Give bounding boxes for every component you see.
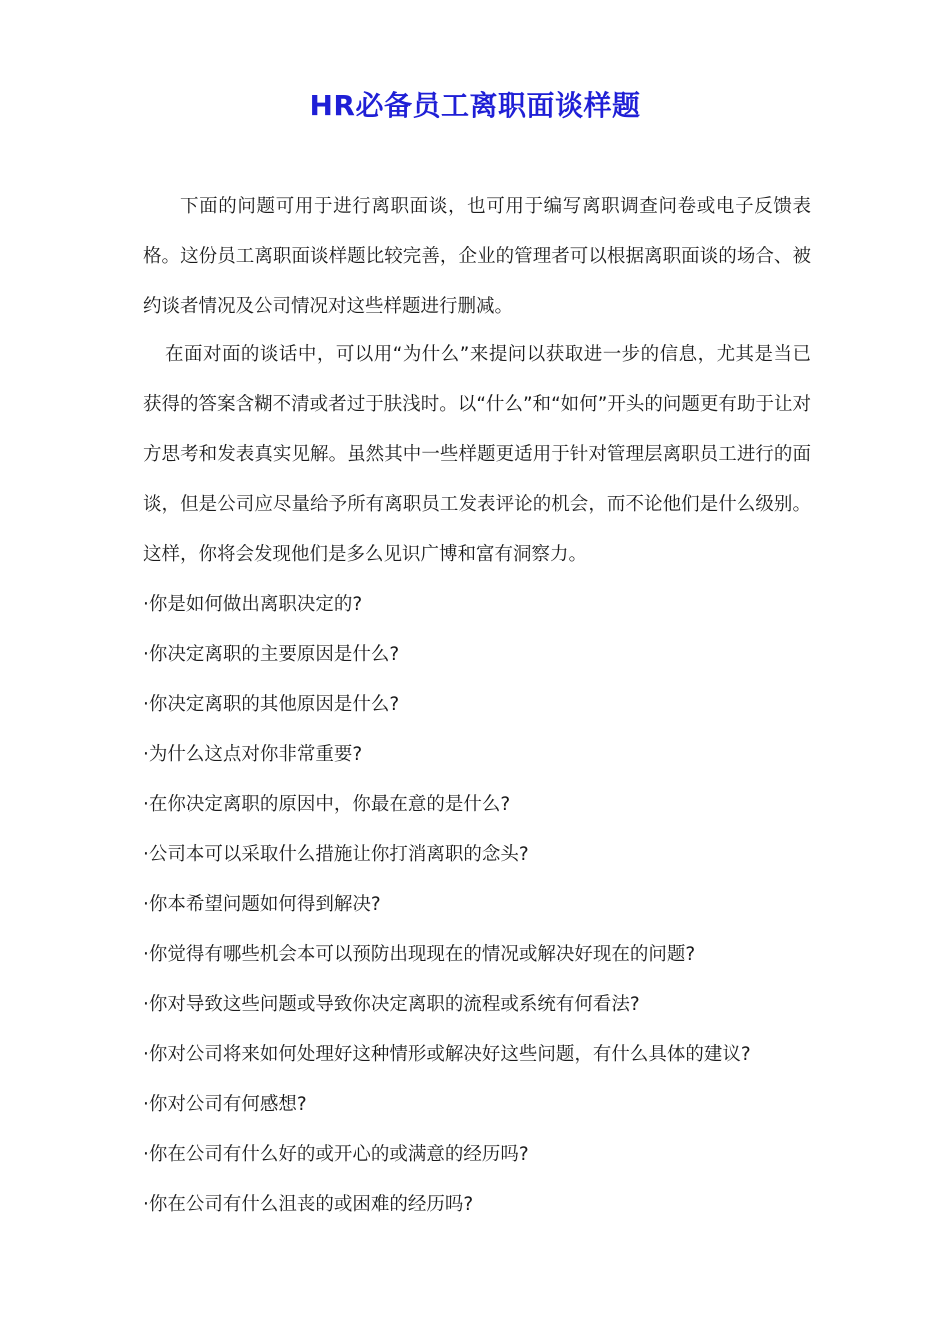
page-title: HR必备员工离职面谈样题 — [309, 89, 641, 122]
question-item: ·你决定离职的其他原因是什么? — [143, 694, 400, 715]
question-item: ·你觉得有哪些机会本可以预防出现现在的情况或解决好现在的问题? — [143, 944, 696, 965]
guidance-paragraph: 在面对面的谈话中，可以用“为什么”来提问以获取进一步的信息，尤其是当已获得的答案含糊不清或者过于肤浅时。以“什么”和“如何”开头的问题更有助于让对方思考和发表真实见解。虽然其中一些样题更适用于针对管理层离职员工进行的面谈，但是公司应尽量给予所有离职员工发表评论的机会，而不论他们是什么级别。这样，你将会发现他们是多么见识广博和富有洞察力。 — [143, 344, 811, 565]
question-item: ·你对公司有何感想? — [143, 1094, 307, 1115]
question-item: ·你本希望问题如何得到解决? — [143, 894, 381, 915]
question-item: ·你对导致这些问题或导致你决定离职的流程或系统有何看法? — [143, 994, 640, 1015]
question-item: ·公司本可以采取什么措施让你打消离职的念头? — [143, 844, 529, 865]
question-item: ·你在公司有什么好的或开心的或满意的经历吗? — [143, 1144, 529, 1165]
question-item: ·在你决定离职的原因中，你最在意的是什么? — [143, 794, 511, 815]
question-item: ·你是如何做出离职决定的? — [143, 594, 363, 615]
question-item: ·你对公司将来如何处理好这种情形或解决好这些问题，有什么具体的建议? — [143, 1044, 751, 1065]
question-item: ·为什么这点对你非常重要? — [143, 744, 363, 765]
intro-paragraph: 下面的问题可用于进行离职面谈，也可用于编写离职调查问卷或电子反馈表格。这份员工离职面谈样题比较完善，企业的管理者可以根据离职面谈的场合、被约谈者情况及公司情况对这些样题进行删减。 — [143, 196, 811, 317]
question-item: ·你决定离职的主要原因是什么? — [143, 644, 400, 665]
question-item: ·你在公司有什么沮丧的或困难的经历吗? — [143, 1194, 474, 1215]
question-list — [143, 580, 843, 1230]
